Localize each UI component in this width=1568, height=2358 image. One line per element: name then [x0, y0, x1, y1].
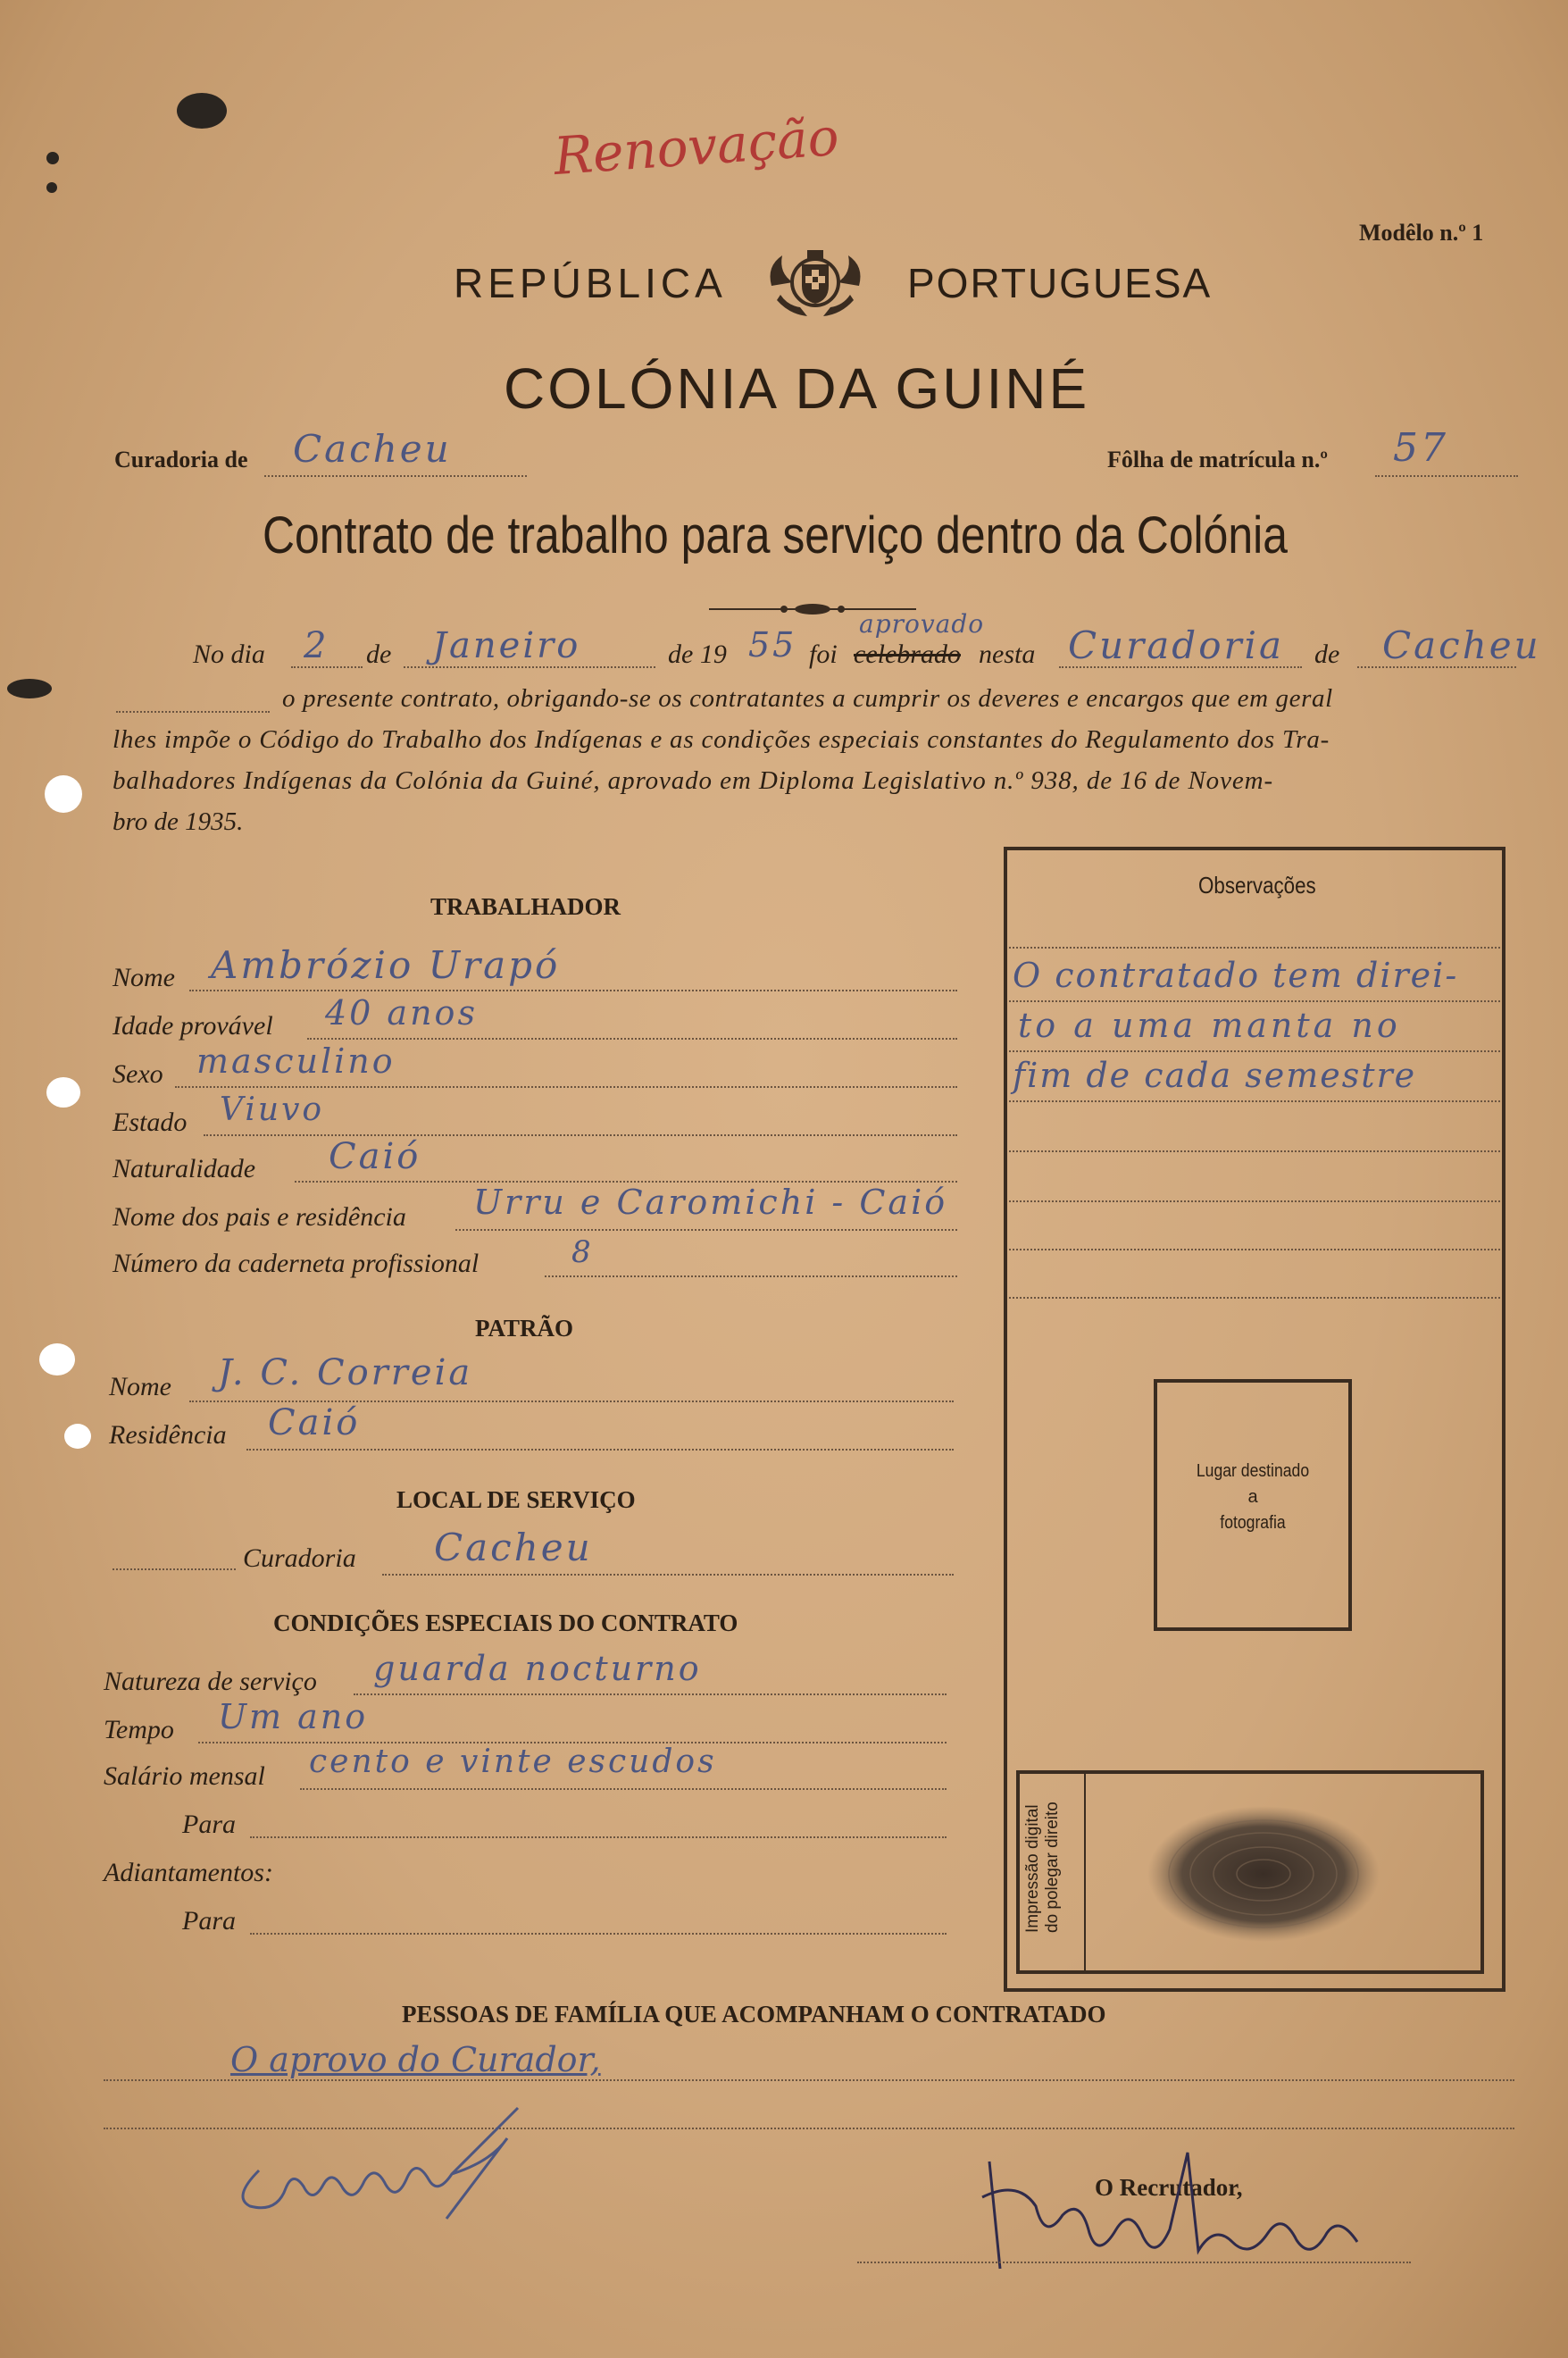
adiantamentos-label: Adiantamentos:: [104, 1858, 273, 1887]
folha-dotline: [1375, 475, 1518, 477]
trab-sexo-value: masculino: [196, 1041, 396, 1081]
intro-nesta: nesta: [979, 640, 1036, 669]
local-curadoria-dotline: [382, 1574, 954, 1576]
intro-no-dia: No dia: [193, 640, 265, 669]
trab-sexo-label: Sexo: [113, 1059, 163, 1089]
salario-dotline: [300, 1788, 947, 1790]
punch-hole-3: [39, 1343, 75, 1376]
intro-celebrado-struck: celebrado: [854, 640, 961, 669]
punch-hole-1: [45, 775, 82, 813]
trabalhador-heading: TRABALHADOR: [430, 893, 621, 920]
intro-line2-dotline: [116, 711, 270, 713]
intro-day: 2: [304, 625, 329, 666]
renovacao-annotation: Renovação: [552, 105, 841, 188]
thumbprint-label: [1023, 1745, 1077, 1933]
intro-day-dotline: [291, 666, 363, 668]
trab-estado-value: Viuvo: [220, 1091, 325, 1128]
intro-de1: de: [366, 640, 392, 669]
para2-dotline: [250, 1933, 947, 1935]
recrutador-label: O Recrutador,: [1095, 2174, 1243, 2201]
intro-year: 55: [748, 625, 797, 665]
curador-signature: [223, 2099, 545, 2224]
patrao-residencia-label: Residência: [109, 1420, 227, 1450]
ink-stain-2: [7, 679, 52, 698]
intro-foi: foi: [809, 640, 838, 669]
local-heading: LOCAL DE SERVIÇO: [396, 1486, 636, 1513]
natureza-value: guarda nocturno: [373, 1649, 702, 1688]
intro-city-dotline: [1357, 666, 1516, 668]
obs-dotline-5: [1009, 1150, 1500, 1152]
local-pre-dotline: [113, 1568, 236, 1570]
para2-label: Para: [182, 1906, 236, 1936]
trab-pais-label: Nome dos pais e residência: [113, 1202, 406, 1232]
contract-title: Contrato de trabalho para serviço dentro da Colónia: [263, 506, 1288, 564]
coat-of-arms-icon: [763, 247, 868, 322]
header-republica: REPÚBLICA: [454, 260, 727, 306]
salario-label: Salário mensal: [104, 1761, 265, 1791]
obs-line-3: fim de cada semestre: [1013, 1056, 1417, 1095]
recrutador-signature: [964, 2144, 1393, 2287]
trab-caderneta-value: 8: [571, 1234, 594, 1270]
thumbprint: [1143, 1801, 1384, 1945]
model-number: Modêlo n.º 1: [1359, 220, 1484, 246]
trab-idade-label: Idade provável: [113, 1011, 273, 1041]
salario-value: cento e vinte escudos: [309, 1743, 717, 1780]
folha-label: Fôlha de matrícula n.º: [1107, 447, 1328, 472]
curadoria-dotline: [264, 475, 527, 477]
intro-place: Curadoria: [1068, 623, 1285, 667]
thumbprint-divider: [1084, 1774, 1086, 1970]
trab-idade-value: 40 anos: [325, 993, 478, 1033]
trab-pais-dotline: [455, 1229, 957, 1231]
familia-dotline-1: [104, 2079, 1514, 2081]
trab-nome-label: Nome: [113, 963, 175, 992]
familia-heading: PESSOAS DE FAMÍLIA QUE ACOMPANHAM O CONTRATADO: [402, 2001, 1106, 2028]
condicoes-heading: CONDIÇÕES ESPECIAIS DO CONTRATO: [273, 1610, 738, 1636]
intro-line3: lhes impõe o Código do Trabalho dos Indígenas e as condições especiais constantes do Regulamento dos Tra-: [113, 725, 1330, 754]
trab-naturalidade-value: Caió: [329, 1136, 421, 1177]
trab-estado-label: Estado: [113, 1108, 188, 1137]
folha-value: 57: [1393, 425, 1448, 471]
familia-value: O aprovo do Curador,: [230, 2040, 601, 2079]
para1-label: Para: [182, 1810, 236, 1839]
trab-naturalidade-label: Naturalidade: [113, 1154, 256, 1183]
header-portuguesa: PORTUGUESA: [907, 260, 1213, 306]
curadoria-value: Cacheu: [293, 427, 452, 471]
intro-place-dotline: [1059, 666, 1302, 668]
recrutador-dotline: [857, 2262, 1411, 2263]
intro-city: Cacheu: [1382, 623, 1541, 667]
intro-aprovado: aprovado: [859, 609, 985, 639]
obs-dotline-4: [1009, 1100, 1500, 1102]
trab-caderneta-label: Número da caderneta profissional: [113, 1249, 480, 1278]
header-colony: COLÓNIA DA GUINÉ: [504, 356, 1090, 421]
trab-caderneta-dotline: [545, 1275, 957, 1277]
tempo-value: Um ano: [218, 1697, 369, 1736]
photo-label-2: a: [1247, 1487, 1258, 1507]
thumb-label-2: do polegar direito: [1043, 1802, 1062, 1933]
obs-dotline-1: [1009, 947, 1500, 949]
para1-dotline: [250, 1836, 947, 1838]
local-curadoria-value: Cacheu: [434, 1526, 593, 1569]
trab-nome-value: Ambrózio Urapó: [211, 943, 561, 987]
obs-dotline-2: [1009, 1000, 1500, 1002]
photo-label-1: Lugar destinado: [1196, 1461, 1310, 1481]
patrao-heading: PATRÃO: [475, 1315, 573, 1342]
intro-month-dotline: [404, 666, 655, 668]
patrao-residencia-dotline: [246, 1449, 954, 1451]
intro-de2: de: [1314, 640, 1340, 669]
ink-stain-4: [46, 182, 57, 193]
local-curadoria-label: Curadoria: [243, 1543, 356, 1573]
trab-sexo-dotline: [175, 1086, 957, 1088]
intro-month: Janeiro: [432, 625, 581, 666]
photo-box: [1154, 1379, 1352, 1631]
observacoes-heading: Observações: [1198, 872, 1316, 899]
ink-stain-1: [177, 93, 227, 129]
curadoria-label: Curadoria de: [114, 447, 248, 472]
obs-dotline-8: [1009, 1297, 1500, 1299]
trab-pais-value: Urru e Caromichi - Caió: [473, 1183, 948, 1222]
obs-line-2: to a uma manta no: [1018, 1006, 1401, 1045]
patrao-nome-value: J. C. Correia: [218, 1352, 473, 1393]
intro-line2: o presente contrato, obrigando-se os contratantes a cumprir os deveres e encargos que em geral: [282, 684, 1333, 713]
trab-idade-dotline: [307, 1038, 957, 1040]
ink-stain-3: [46, 152, 59, 164]
punch-hole-2: [46, 1077, 80, 1108]
intro-line5: bro de 1935.: [113, 807, 244, 836]
photo-label-3: fotografia: [1220, 1513, 1286, 1533]
obs-dotline-3: [1009, 1050, 1500, 1052]
obs-dotline-6: [1009, 1200, 1500, 1202]
patrao-residencia-value: Caió: [268, 1402, 361, 1443]
obs-line-1: O contratado tem direi-: [1013, 956, 1459, 995]
obs-dotline-7: [1009, 1249, 1500, 1250]
trab-estado-dotline: [204, 1134, 957, 1136]
patrao-nome-label: Nome: [109, 1372, 171, 1401]
thumb-label-1: Impressão digital: [1023, 1804, 1042, 1933]
punch-hole-4: [64, 1424, 91, 1449]
tempo-label: Tempo: [104, 1715, 174, 1744]
natureza-label: Natureza de serviço: [104, 1667, 317, 1696]
natureza-dotline: [354, 1693, 947, 1695]
intro-de19: de 19: [668, 640, 727, 669]
trab-nome-dotline: [189, 990, 957, 991]
intro-line4: balhadores Indígenas da Colónia da Guiné, aprovado em Diploma Legislativo n.º 938, de 16 de Novem-: [113, 766, 1274, 795]
